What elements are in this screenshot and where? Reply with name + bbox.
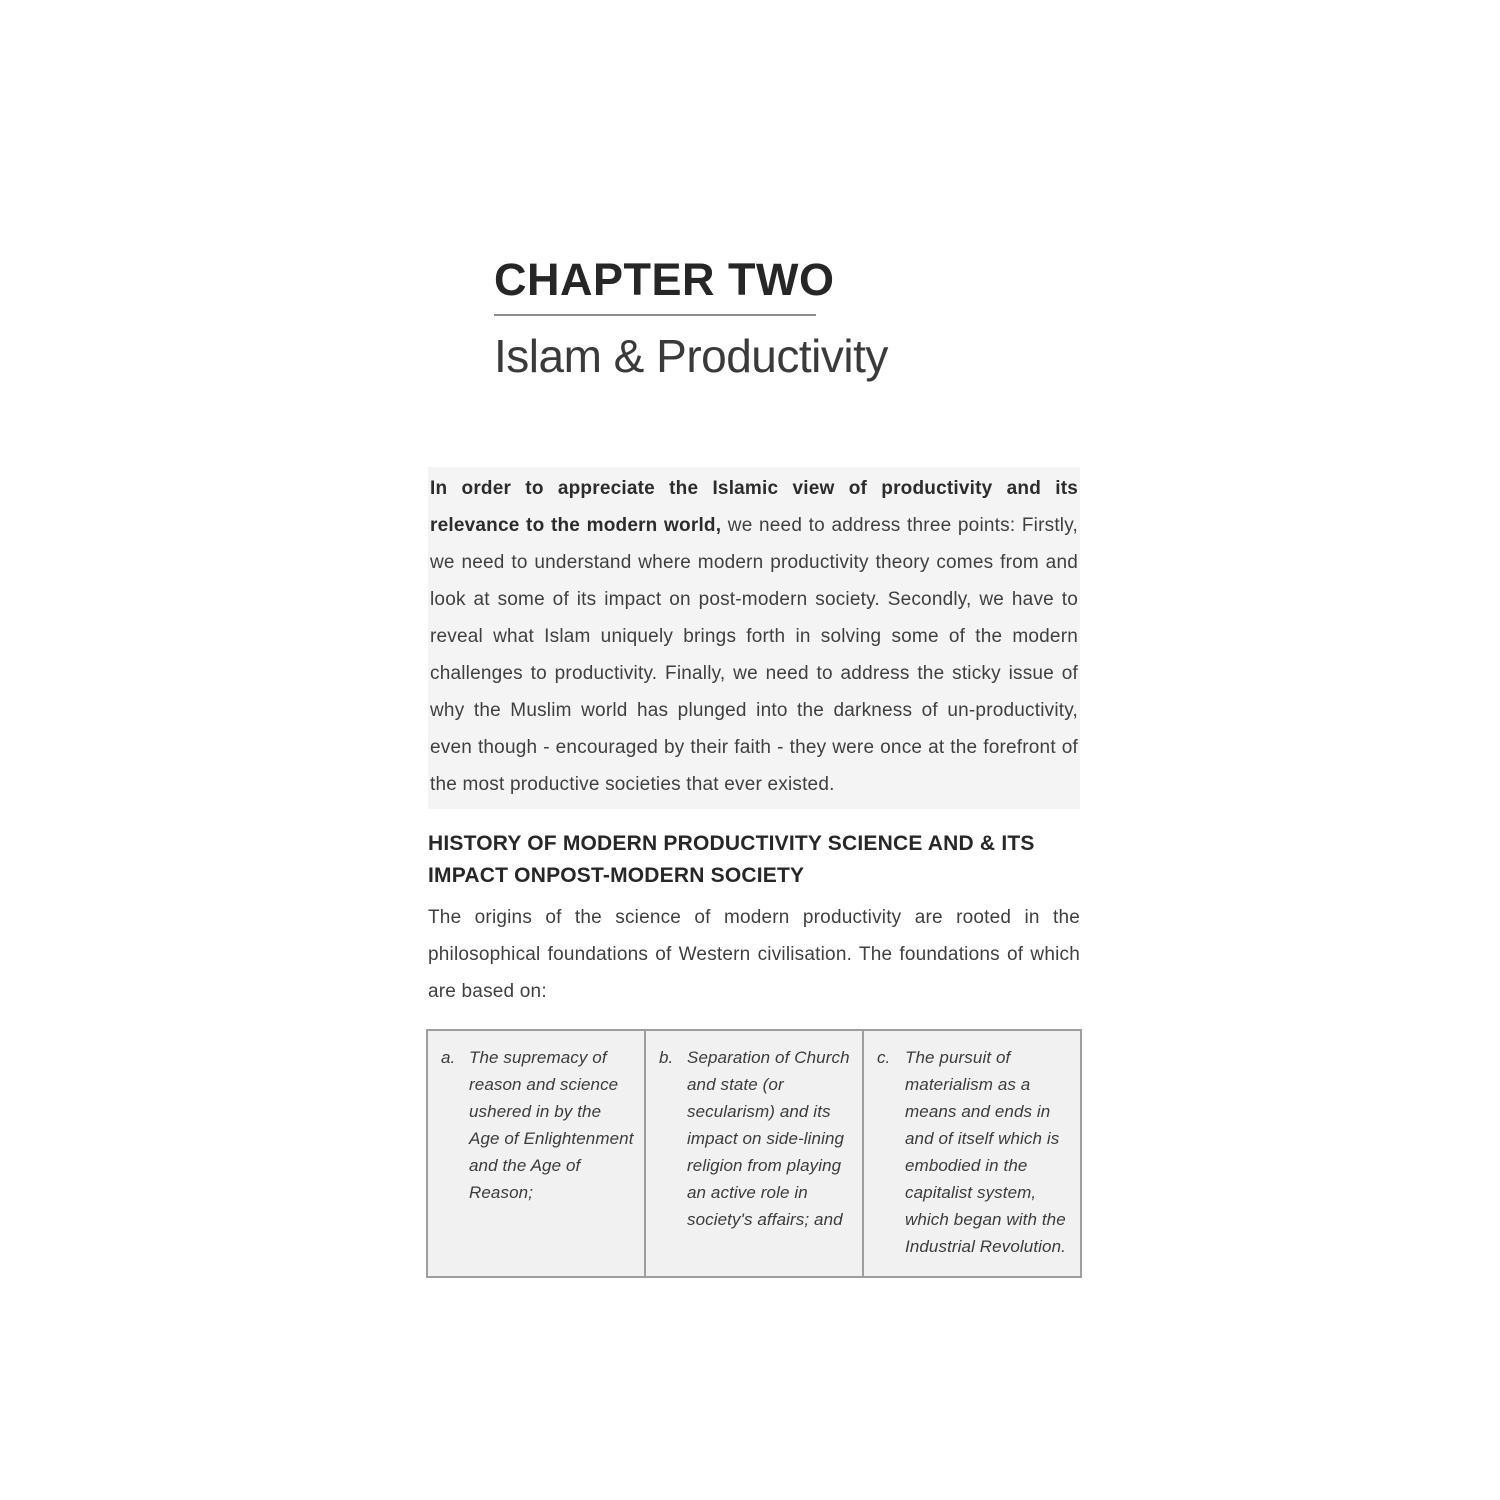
- intro-paragraph-bold-lead: In order to appreciate the Islamic view of productivity and its relevance to the modern world,: [430, 478, 1078, 537]
- section-intro-paragraph: The origins of the science of modern productivity are rooted in the philosophical foundations of Western civilisation. The foundations of which are based on:: [428, 907, 1080, 1003]
- chapter-underline-rule: [494, 314, 816, 316]
- intro-paragraph-body: we need to address three points: Firstly, we need to understand where modern productivity theory comes from and look at some of its impact on post-modern society. Secondly, we have to reveal what Islam uniquely brings forth in solving some of the modern challenges to productivity. Finally, we need to address the sticky issue of why the Muslim world has plunged into the darkness of un-productivity, even though - encouraged by their faith - they were once at the forefront of the most productive societies that ever existed.: [430, 515, 1078, 796]
- foundations-cell-b-text: Separation of Church and state (or secularism) and its impact on side-lining religion from playing an active role in society's affairs; and: [687, 1048, 850, 1230]
- foundations-table: [426, 1029, 1082, 1278]
- intro-paragraph: [428, 467, 1080, 809]
- foundations-cell-c-label: c.: [877, 1048, 891, 1068]
- page-content-column: [428, 256, 1080, 1278]
- chapter-header: [494, 256, 1080, 381]
- chapter-number-heading: CHAPTER TWO: [494, 254, 835, 305]
- foundations-cell-a: [428, 1031, 644, 1276]
- chapter-title: Islam & Productivity: [494, 329, 888, 382]
- foundations-cell-c-text: The pursuit of materialism as a means and ends in and of itself which is embodied in the capitalist system, which began with the Industrial Revolution.: [905, 1048, 1066, 1257]
- section-heading: HISTORY OF MODERN PRODUCTIVITY SCIENCE AND & ITS IMPACT ONPOST-MODERN SOCIETY: [428, 832, 1035, 888]
- foundations-cell-a-text: The supremacy of reason and science ushered in by the Age of Enlightenment and the Age of Reason;: [469, 1048, 634, 1203]
- foundations-cell-b-label: b.: [659, 1048, 674, 1068]
- foundations-cell-a-label: a.: [441, 1048, 456, 1068]
- foundations-cell-c: [862, 1031, 1080, 1276]
- foundations-cell-b: [644, 1031, 862, 1276]
